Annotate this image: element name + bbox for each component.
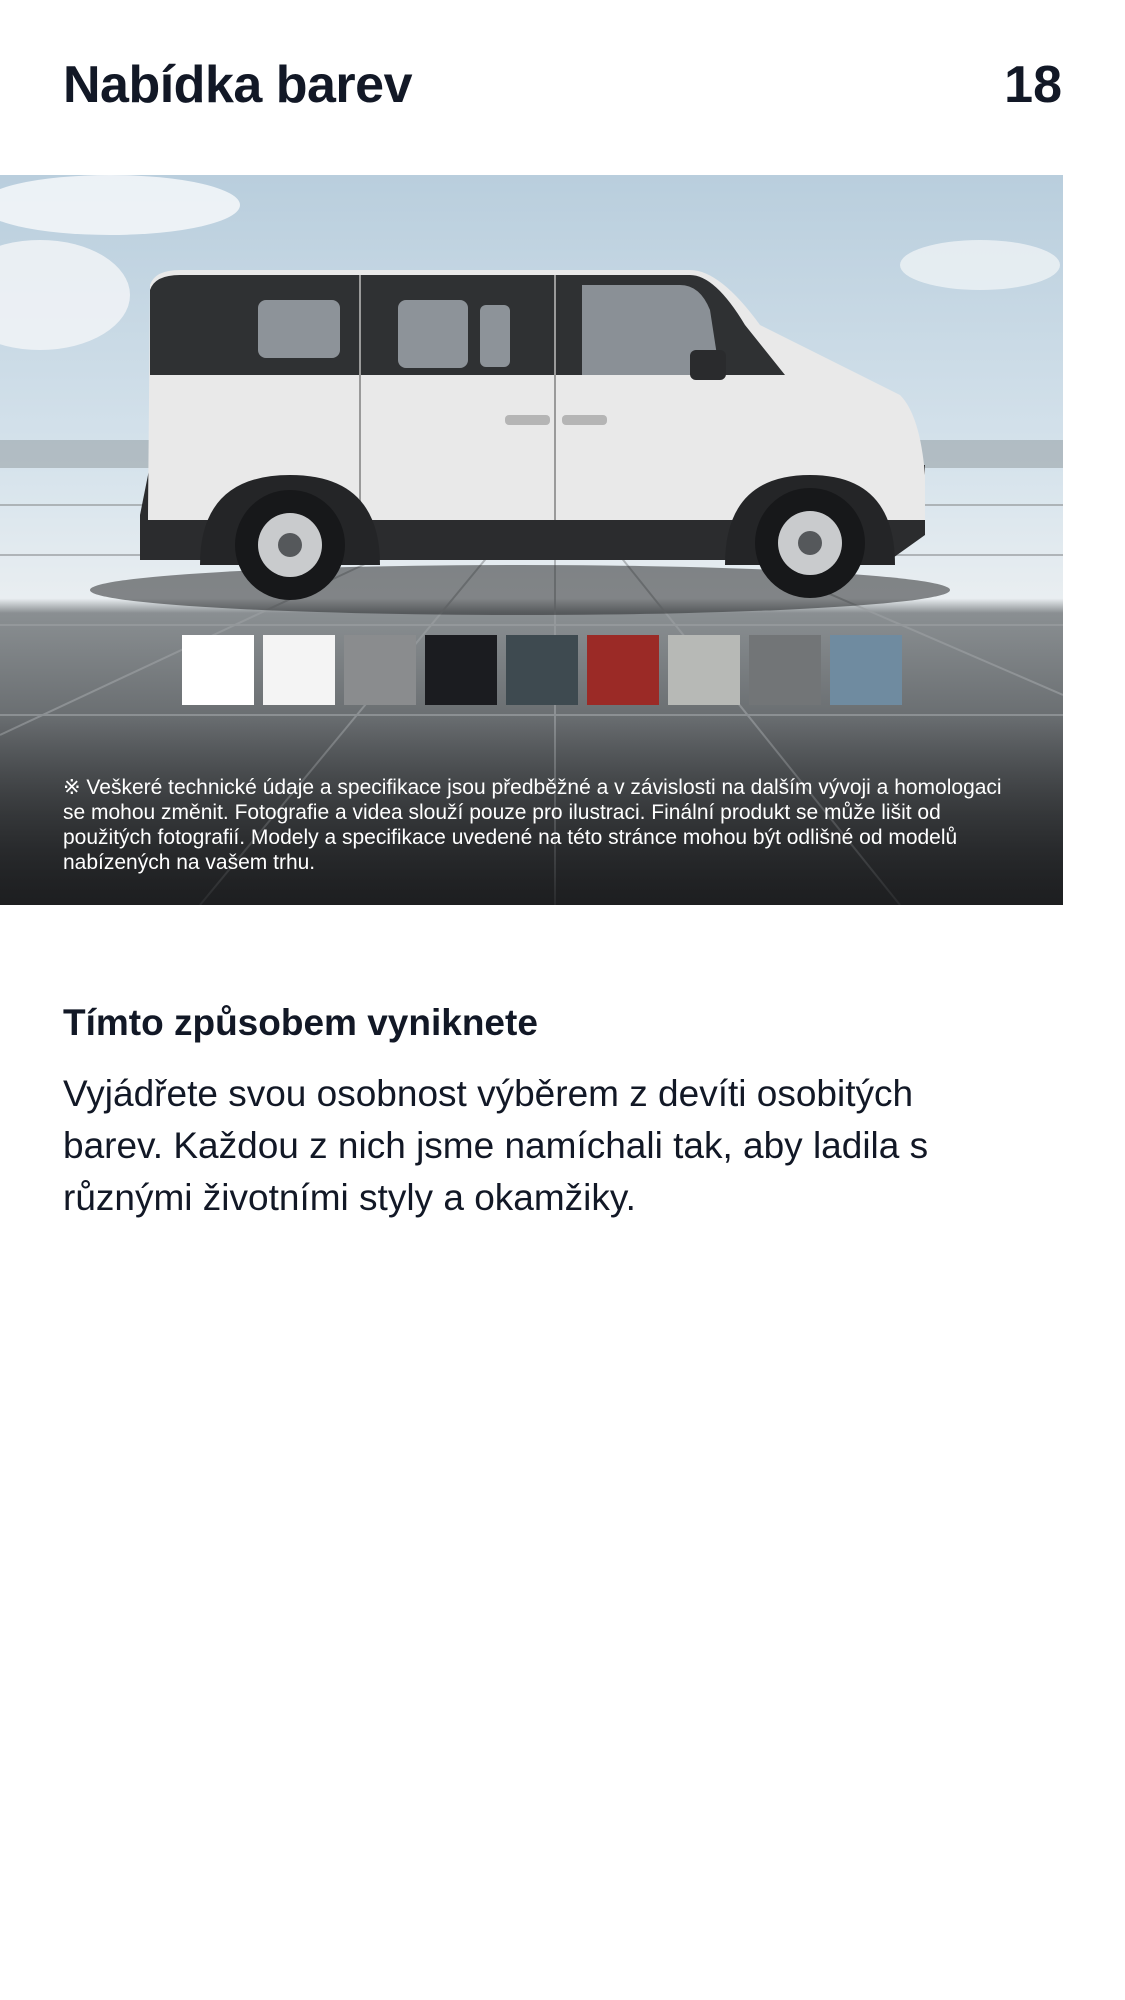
hero-image [0, 175, 1063, 905]
color-swatch[interactable] [830, 635, 902, 705]
color-swatches [182, 635, 902, 705]
page-header [63, 50, 1062, 120]
disclaimer-text: ※ Veškeré technické údaje a specifikace jsou předběžné a v závislosti na dalším vývoji a homologaci se mohou změnit. Fotografie a videa slouží pouze pro ilustraci. Finální produkt se může lišit od použitých fotografií. Modely a specifikace uvedené na této stránce mohou být odlišné od modelů nabízených na vašem trhu. [63, 776, 1002, 874]
color-swatch[interactable] [506, 635, 578, 705]
color-swatch[interactable] [344, 635, 416, 705]
section-body: Vyjádřete svou osobnost výběrem z devíti osobitých barev. Každou z nich jsme namíchali tak, aby ladila s různými životními styly a okamžiky. [63, 1073, 929, 1218]
color-swatch[interactable] [587, 635, 659, 705]
color-swatch[interactable] [425, 635, 497, 705]
section-title: Tímto způsobem vyniknete [63, 1002, 538, 1043]
color-swatch[interactable] [263, 635, 335, 705]
color-swatch[interactable] [668, 635, 740, 705]
page-title: Nabídka barev [63, 56, 412, 114]
color-swatch[interactable] [749, 635, 821, 705]
page-number: 18 [1004, 56, 1062, 114]
color-swatch[interactable] [182, 635, 254, 705]
